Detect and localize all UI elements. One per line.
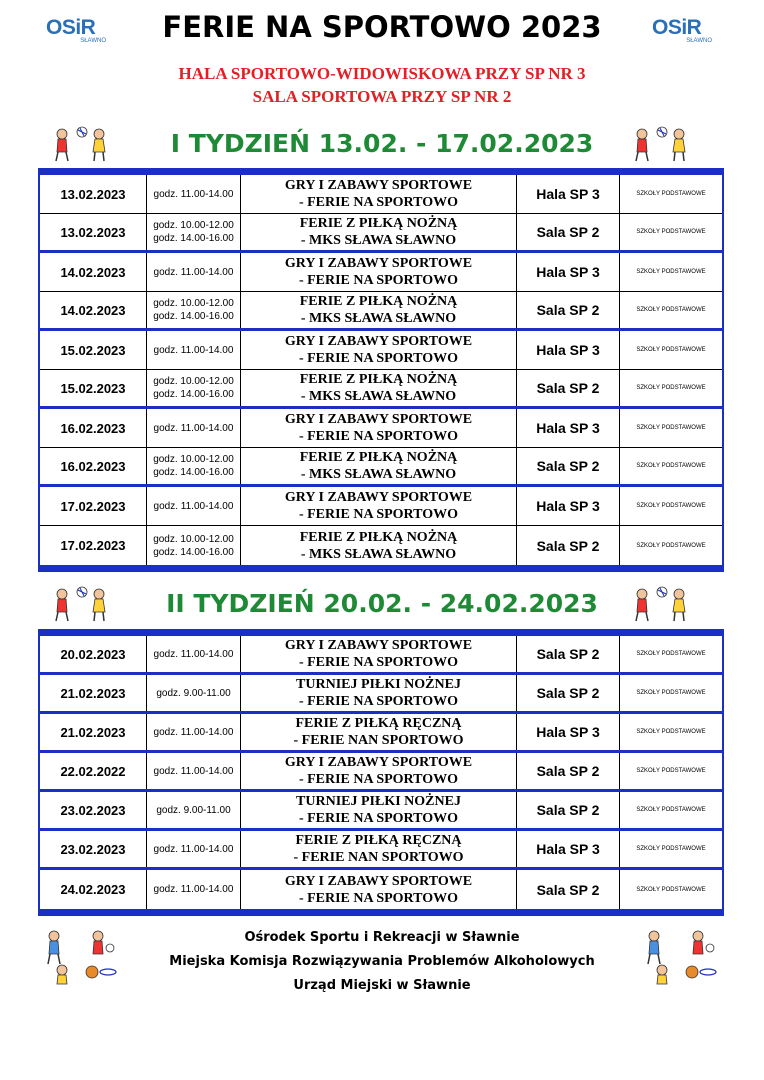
table-row [40,253,722,292]
activity-organizer: - MKS SŁAWA SŁAWNO [300,233,457,248]
venue-cell: Hala SP 3 [517,714,620,750]
activity-cell [241,253,517,291]
venue-cell: Sala SP 2 [517,370,620,406]
activity-name: GRY I ZABAWY SPORTOWE [284,334,473,349]
venue-cell: Hala SP 3 [517,487,620,525]
time-cell [147,753,241,789]
target-group-cell: SZKOŁY PODSTAWOWE [636,807,706,813]
activity-cell [241,831,517,867]
activity-cell [241,448,517,484]
target-group-cell: SZKOŁY PODSTAWOWE [636,846,706,852]
activity-cell [241,409,517,447]
venue-line-2: SALA SPORTOWA PRZY SP NR 2 [252,87,512,106]
table-row [40,448,722,487]
time-slot-1: godz. 10.00-12.00 [153,298,234,309]
activity-cell [241,175,517,213]
date-cell: 15.02.2023 [40,331,147,369]
activity-name: GRY I ZABAWY SPORTOWE [284,178,473,193]
target-group-cell: SZKOŁY PODSTAWOWE [636,542,706,549]
target-group-cell: SZKOŁY PODSTAWOWE [636,269,706,275]
activity-organizer: - FERIE NAN SPORTOWO [293,733,464,748]
venue-cell: Hala SP 3 [517,253,620,291]
table-top-border [40,168,722,175]
activity-organizer: - MKS SŁAWA SŁAWNO [300,311,457,326]
time-cell [147,714,241,750]
time-cell [147,792,241,828]
target-group-cell: SZKOŁY PODSTAWOWE [636,729,706,735]
time-cell [147,292,241,328]
activity-organizer: - MKS SŁAWA SŁAWNO [300,389,457,404]
venue-cell: Sala SP 2 [517,526,620,565]
time-slot-1: godz. 11.00-14.00 [153,500,234,512]
date-cell: 23.02.2023 [40,792,147,828]
activity-cell [241,870,517,909]
table-row [40,292,722,331]
time-cell [147,253,241,291]
table-row [40,714,722,753]
activity-name: FERIE Z PIŁKĄ NOŻNĄ [299,529,458,545]
activity-cell [241,636,517,672]
osir-logo-text: OSiR [46,16,96,39]
time-slot-2: godz. 14.00-16.00 [153,546,234,558]
table-row [40,675,722,714]
activity-organizer: - FERIE NA SPORTOWO [298,890,459,906]
target-group-cell: SZKOŁY PODSTAWOWE [636,768,706,774]
table-top-border [40,629,722,636]
table-row [40,214,722,253]
activity-name: GRY I ZABAWY SPORTOWE [284,638,473,653]
target-group-cell: SZKOŁY PODSTAWOWE [636,463,706,469]
time-cell [147,487,241,525]
table-row [40,831,722,870]
time-slot-1: godz. 10.00-12.00 [153,220,234,231]
time-cell [147,448,241,484]
venue-cell: Sala SP 2 [517,675,620,711]
time-cell [147,831,241,867]
table-row [40,792,722,831]
table-row [40,370,722,409]
osir-logo-subtext: SŁAWNO [80,38,106,44]
target-group-cell: SZKOŁY PODSTAWOWE [636,651,706,657]
time-slot-2: godz. 14.00-16.00 [153,233,234,244]
activity-name: TURNIEJ PIŁKI NOŻNEJ [296,677,461,692]
activity-name: FERIE Z PIŁKĄ NOŻNĄ [299,294,458,309]
activity-organizer: - FERIE NA SPORTOWO [298,655,459,670]
activity-organizer: - MKS SŁAWA SŁAWNO [300,546,457,562]
activity-organizer: - FERIE NAN SPORTOWO [293,850,464,865]
activity-name: GRY I ZABAWY SPORTOWE [284,490,473,505]
venue-cell: Sala SP 2 [517,636,620,672]
time-slot-1: godz. 11.00-14.00 [153,648,234,660]
activity-name: TURNIEJ PIŁKI NOŻNEJ [296,794,461,809]
time-slot-1: godz. 11.00-14.00 [153,266,234,278]
table-row [40,175,722,214]
time-slot-2: godz. 14.00-16.00 [153,389,234,400]
venue-cell: Hala SP 3 [517,175,620,213]
target-group-cell: SZKOŁY PODSTAWOWE [636,886,706,893]
time-slot-1: godz. 9.00-11.00 [156,804,231,816]
activity-name: GRY I ZABAWY SPORTOWE [284,755,473,770]
table-bottom-border [40,565,722,572]
date-cell: 14.02.2023 [40,292,147,328]
target-group-cell: SZKOŁY PODSTAWOWE [636,503,706,509]
date-cell: 21.02.2023 [40,714,147,750]
activity-organizer: - FERIE NA SPORTOWO [298,273,459,288]
date-cell: 24.02.2023 [40,870,147,909]
activity-organizer: - FERIE NA SPORTOWO [298,429,459,444]
page-title: FERIE NA SPORTOWO 2023 [162,10,602,44]
week-1-title: I TYDZIEŃ 13.02. - 17.02.2023 [170,129,594,158]
date-cell: 22.02.2022 [40,753,147,789]
venue-cell: Hala SP 3 [517,409,620,447]
activity-organizer: - FERIE NA SPORTOWO [298,351,459,366]
time-slot-1: godz. 11.00-14.00 [153,344,234,356]
date-cell: 21.02.2023 [40,675,147,711]
date-cell: 17.02.2023 [40,526,147,565]
osir-logo-text: OSiR [652,16,702,39]
target-group-cell: SZKOŁY PODSTAWOWE [636,347,706,353]
activity-organizer: - FERIE NA SPORTOWO [298,507,459,522]
time-slot-1: godz. 10.00-12.00 [153,376,234,387]
footer-organizer-3: Urząd Miejski w Sławnie [293,978,471,993]
activity-name: GRY I ZABAWY SPORTOWE [284,873,473,889]
time-slot-2: godz. 14.00-16.00 [153,311,234,322]
table-row [40,636,722,675]
activity-name: GRY I ZABAWY SPORTOWE [284,412,473,427]
activity-cell [241,331,517,369]
time-cell [147,175,241,213]
table-row [40,331,722,370]
venue-cell: Sala SP 2 [517,292,620,328]
time-cell [147,409,241,447]
table-row [40,870,722,909]
venue-cell: Sala SP 2 [517,753,620,789]
time-cell [147,526,241,565]
target-group-cell: SZKOŁY PODSTAWOWE [636,385,706,391]
target-group-cell: SZKOŁY PODSTAWOWE [636,307,706,313]
activity-organizer: - FERIE NA SPORTOWO [298,772,459,787]
date-cell: 16.02.2023 [40,409,147,447]
activity-name: FERIE Z PIŁKĄ NOŻNĄ [299,372,458,387]
target-group-cell: SZKOŁY PODSTAWOWE [636,229,706,235]
activity-cell [241,487,517,525]
activity-name: FERIE Z PIŁKĄ RĘCZNĄ [295,833,462,848]
time-slot-1: godz. 11.00-14.00 [153,765,234,777]
activity-cell [241,292,517,328]
table-row [40,753,722,792]
target-group-cell: SZKOŁY PODSTAWOWE [636,690,706,696]
activity-name: FERIE Z PIŁKĄ NOŻNĄ [299,216,458,231]
time-slot-1: godz. 11.00-14.00 [153,884,234,895]
time-cell [147,870,241,909]
date-cell: 23.02.2023 [40,831,147,867]
time-slot-1: godz. 11.00-14.00 [153,188,234,200]
table-row [40,409,722,448]
activity-cell [241,526,517,565]
footer-organizer-1: Ośrodek Sportu i Rekreacji w Sławnie [244,930,520,945]
target-group-cell: SZKOŁY PODSTAWOWE [636,191,706,197]
activity-cell [241,792,517,828]
activity-organizer: - FERIE NA SPORTOWO [298,694,459,709]
time-cell [147,675,241,711]
date-cell: 13.02.2023 [40,214,147,250]
time-cell [147,331,241,369]
date-cell: 17.02.2023 [40,487,147,525]
activity-cell [241,753,517,789]
date-cell: 20.02.2023 [40,636,147,672]
time-slot-1: godz. 10.00-12.00 [153,533,234,545]
time-slot-1: godz. 11.00-14.00 [153,726,234,738]
activity-organizer: - FERIE NA SPORTOWO [298,811,459,826]
venue-cell: Hala SP 3 [517,831,620,867]
activity-name: FERIE Z PIŁKĄ RĘCZNĄ [295,716,462,731]
week-2-schedule-table [38,629,724,916]
date-cell: 16.02.2023 [40,448,147,484]
time-cell [147,370,241,406]
target-group-cell: SZKOŁY PODSTAWOWE [636,425,706,431]
venue-cell: Hala SP 3 [517,331,620,369]
table-row [40,487,722,526]
activity-name: FERIE Z PIŁKĄ NOŻNĄ [299,450,458,465]
time-slot-1: godz. 11.00-14.00 [153,843,234,855]
table-bottom-border [40,909,722,916]
time-slot-1: godz. 10.00-12.00 [153,454,234,465]
date-cell: 15.02.2023 [40,370,147,406]
sports-kids-icon [640,926,718,986]
activity-organizer: - FERIE NA SPORTOWO [298,195,459,210]
activity-cell [241,675,517,711]
footer-organizer-2: Miejska Komisja Rozwiązywania Problemów Alkoholowych [169,954,595,969]
osir-logo-subtext: SŁAWNO [686,38,712,44]
activity-name: GRY I ZABAWY SPORTOWE [284,256,473,271]
date-cell: 14.02.2023 [40,253,147,291]
activity-cell [241,214,517,250]
venue-cell: Sala SP 2 [517,870,620,909]
playing-kids-icon [632,124,692,164]
time-slot-1: godz. 9.00-11.00 [156,687,231,699]
table-row [40,526,722,565]
week-1-schedule-table [38,168,724,572]
playing-kids-icon [632,584,692,624]
time-cell [147,214,241,250]
venue-line-1: HALA SPORTOWO-WIDOWISKOWA PRZY SP NR 3 [178,64,586,83]
time-slot-1: godz. 11.00-14.00 [153,422,234,434]
venue-cell: Sala SP 2 [517,792,620,828]
venue-cell: Sala SP 2 [517,214,620,250]
activity-cell [241,370,517,406]
week-2-title: II TYDZIEŃ 20.02. - 24.02.2023 [166,589,598,618]
date-cell: 13.02.2023 [40,175,147,213]
activity-organizer: - MKS SŁAWA SŁAWNO [300,467,457,482]
time-slot-2: godz. 14.00-16.00 [153,467,234,478]
time-cell [147,636,241,672]
venue-cell: Sala SP 2 [517,448,620,484]
activity-cell [241,714,517,750]
